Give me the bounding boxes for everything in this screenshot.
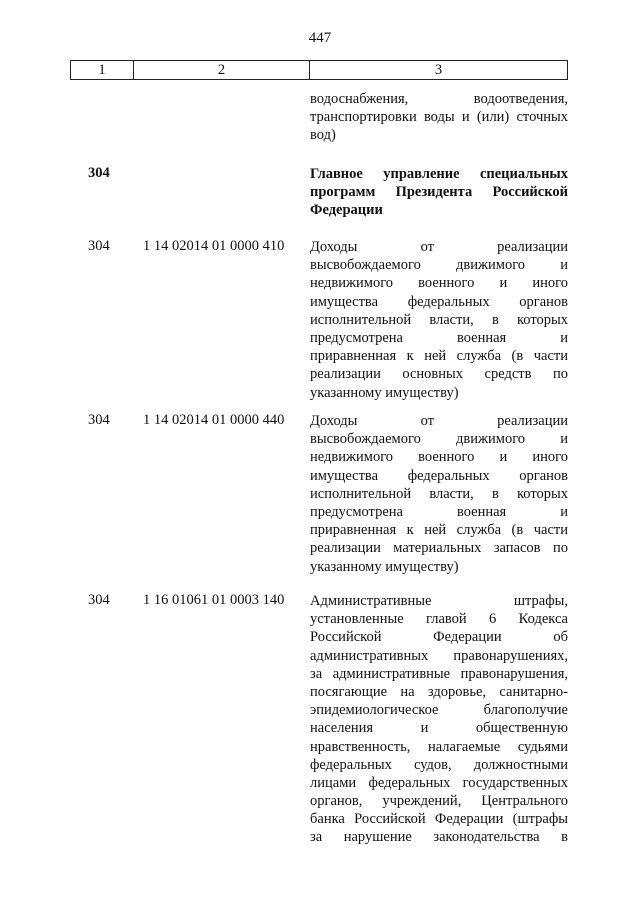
text-line: за нарушение законодательства в <box>310 829 568 846</box>
text-line: реализации материальных запасов по <box>310 540 568 557</box>
text-line: лицами федеральных государственных <box>310 774 568 791</box>
text-line: имущества федеральных органов <box>310 293 568 310</box>
income-description <box>310 592 568 847</box>
text-line: реализации основных средств по <box>310 366 568 383</box>
text-line: банка Российской Федерации (штрафы <box>310 811 568 828</box>
text-line: вод) <box>310 127 336 144</box>
text-line: программ Президента Российской <box>310 184 568 201</box>
ministry-title <box>310 165 568 220</box>
text-line: за административные правонарушения, <box>310 665 568 682</box>
text-line: указанному имуществу) <box>310 384 459 401</box>
income-description <box>310 238 568 402</box>
text-line: Доходы от реализации <box>310 239 568 255</box>
text-line: предусмотрена военная и <box>310 503 568 520</box>
header-col-2: 2 <box>134 61 310 79</box>
kbk-code: 1 16 01061 01 0003 140 <box>143 592 285 608</box>
admin-code: 304 <box>88 592 110 608</box>
text-line: недвижимого военного и иного <box>310 449 568 466</box>
text-line: Административные штрафы, <box>310 593 568 609</box>
table-header <box>70 60 568 80</box>
header-col-3: 3 <box>434 61 443 78</box>
text-line: высвобождаемого движимого и <box>310 257 568 274</box>
text-line: органов, учреждений, Центрального <box>310 793 568 810</box>
kbk-code: 1 14 02014 01 0000 410 <box>143 238 285 254</box>
text-line: посягающие на здоровье, санитарно- <box>310 683 568 700</box>
page-number: 447 <box>308 30 332 46</box>
admin-code: 304 <box>88 165 110 181</box>
text-line: административных правонарушениях, <box>310 647 568 664</box>
text-line: Главное управление специальных <box>310 166 568 182</box>
text-line: эпидемиологическое благополучие <box>310 702 568 719</box>
text-line: указанному имуществу) <box>310 558 459 575</box>
text-line: имущества федеральных органов <box>310 467 568 484</box>
text-line: транспортировки воды и (или) сточных <box>310 109 568 126</box>
text-line: нравственность, налагаемые судьями <box>310 738 568 755</box>
admin-code: 304 <box>88 412 110 428</box>
continuation-text <box>310 90 568 145</box>
text-line: недвижимого военного и иного <box>310 275 568 292</box>
text-line: предусмотрена военная и <box>310 329 568 346</box>
text-line: исполнительной власти, в которых <box>310 485 568 502</box>
text-line: Российской Федерации об <box>310 629 568 646</box>
text-line: Федерации <box>310 202 383 219</box>
text-line: Доходы от реализации <box>310 413 568 429</box>
header-col-1: 1 <box>71 61 134 79</box>
income-description <box>310 412 568 576</box>
text-line: высвобождаемого движимого и <box>310 431 568 448</box>
text-line: приравненная к ней служба (в части <box>310 522 568 539</box>
text-line: приравненная к ней служба (в части <box>310 348 568 365</box>
admin-code: 304 <box>88 238 110 254</box>
kbk-code: 1 14 02014 01 0000 440 <box>143 412 285 428</box>
text-line: водоснабжения, водоотведения, <box>310 91 568 107</box>
text-line: исполнительной власти, в которых <box>310 311 568 328</box>
text-line: установленные главой 6 Кодекса <box>310 611 568 628</box>
text-line: населения и общественную <box>310 720 568 737</box>
text-line: федеральных судов, должностными <box>310 756 568 773</box>
